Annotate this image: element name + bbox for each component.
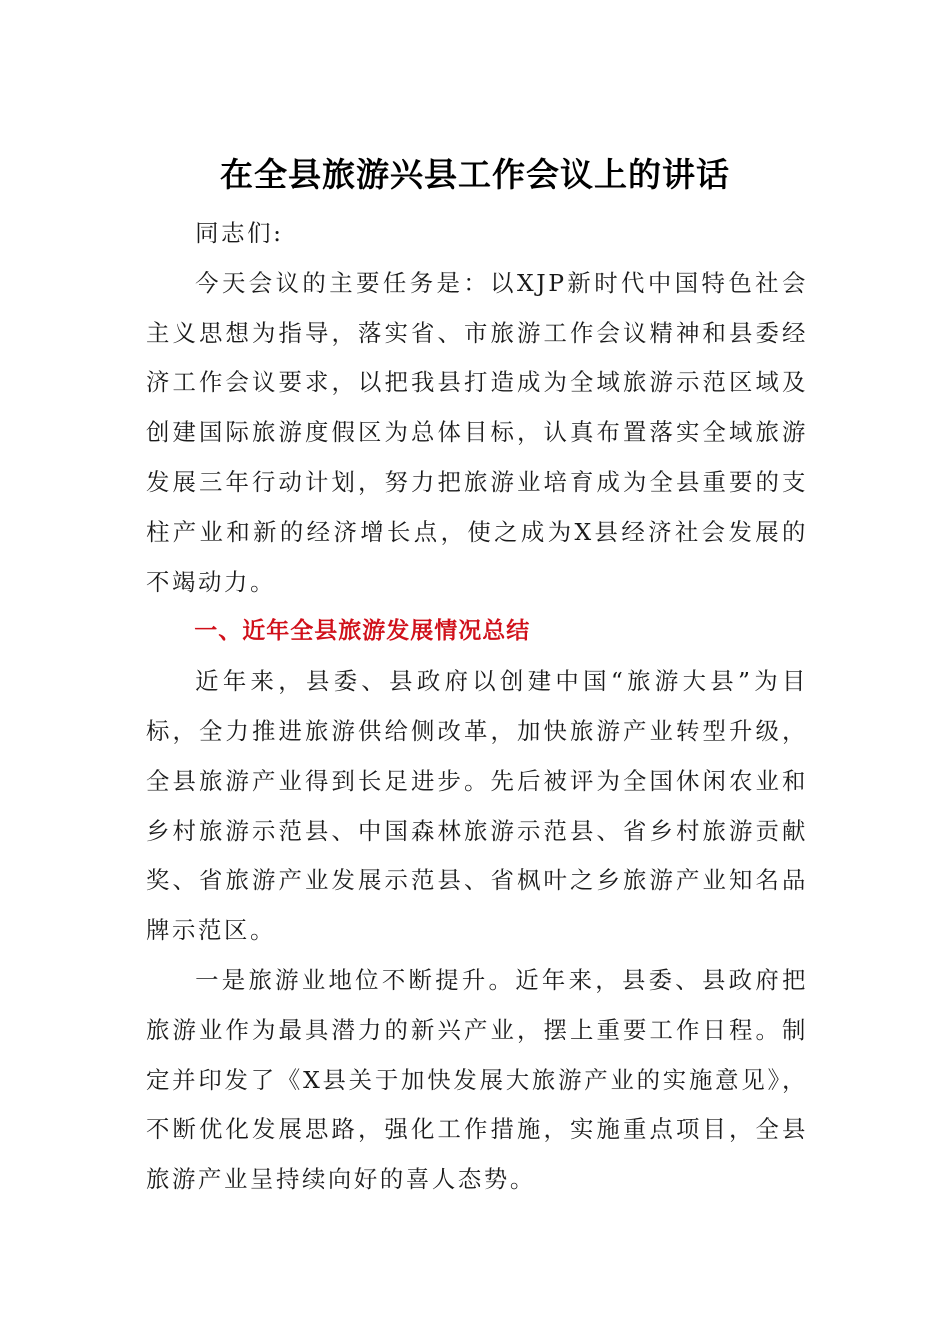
document-title: 在全县旅游兴县工作会议上的讲话 [220,155,730,194]
section-paragraph: 一是旅游业地位不断提升。近年来，县委、县政府把旅游业作为最具潜力的新兴产业，摆上重要工作日程。制定并印发了《X县关于加快发展大旅游产业的实施意见》，不断优化发展思路，强化工作措施，实施重点项目，全县旅游产业呈持续向好的喜人态势。 [146,965,808,1194]
section-paragraph: 近年来，县委、县政府以创建中国“旅游大县”为目标，全力推进旅游供给侧改革，加快旅游产业转型升级，全县旅游产业得到长足进步。先后被评为全国休闲农业和乡村旅游示范县、中国森林旅游示范县、省乡村旅游贡献奖、省旅游产业发展示范县、省枫叶之乡旅游产业知名品牌示范区。 [146,667,808,945]
section-heading: 一、近年全县旅游发展情况总结 [194,618,531,645]
intro-paragraph: 今天会议的主要任务是：以XJP新时代中国特色社会主义思想为指导，落实省、市旅游工作会议精神和县委经济工作会议要求，以把我县打造成为全域旅游示范区域及创建国际旅游度假区为总体目标，认真布置落实全域旅游发展三年行动计划，努力把旅游业培育成为全县重要的支柱产业和新的经济增长点，使之成为X县经济社会发展的不竭动力。 [146,268,808,596]
document-body [146,209,808,1205]
salutation: 同志们: [195,219,284,247]
